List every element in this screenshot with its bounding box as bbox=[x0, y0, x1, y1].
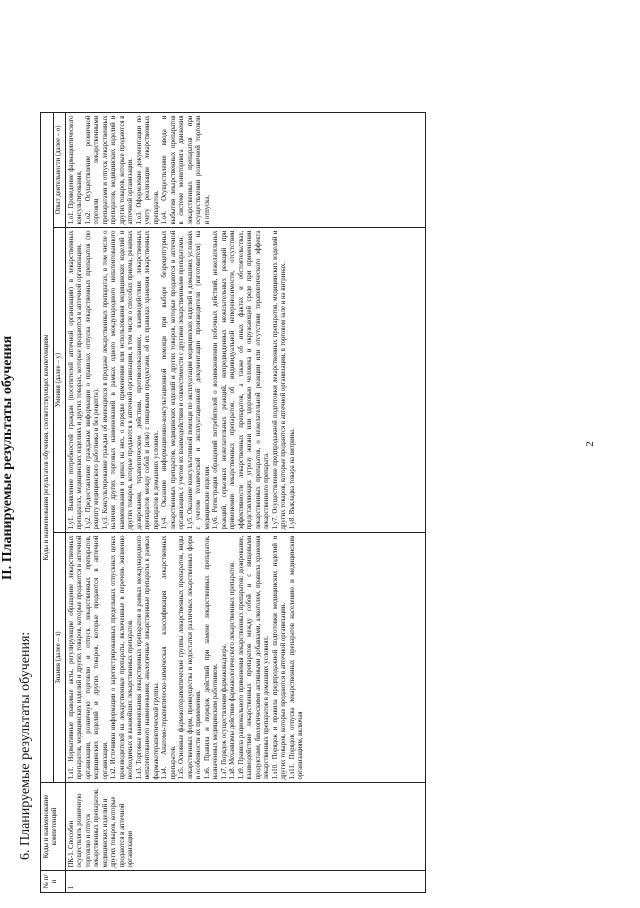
section-title: II. Планируемые результаты обучения bbox=[0, 335, 15, 581]
subsection-title: 6. Планируемые результаты обучения: bbox=[18, 631, 33, 860]
outcome-item: 1.у4. Оказание информационно-консультационной помощи при выборе безрецептурных лекарственных препаратов, медицинских изделий и других товаров, которые продаются в аптечной организации, с учетом их взаимодействия и совместимости с другими лекарственными препаратами. bbox=[161, 230, 185, 530]
page-number: 2 bbox=[583, 441, 596, 447]
header-skills: Умения (далее – у) bbox=[53, 228, 66, 533]
skills-cell bbox=[66, 228, 426, 533]
table-subheader-row bbox=[53, 113, 66, 893]
outcome-item: 1.о3. Оформление документации по учету реализации лекарственных препаратов. bbox=[135, 115, 160, 225]
header-knowledge: Знания (далее – з) bbox=[53, 533, 66, 783]
outcome-item: 1.у3. Консультирование граждан об имеющихся в продаже лекарственных препаратах, в том числе о наличии других торговых наименований в рамках одного международного непатентованного наименования и ценах на них, о порядке применения или использования медицинских изделий и других товаров, которые продаются в аптечной организации, в том числе о способах приема, режимах дозирования, терапевтическом действии, противопоказаниях, взаимодействии лекарственных препаратов между собой и (или) с пищевыми продуктами, об их правилах хранения лекарственных препаратов в домашних условиях. bbox=[101, 230, 160, 530]
outcome-item: 1.з1. Нормативные правовые акты, регулирующие обращение лекарственных препаратов, медицинских изделий и других товаров, которые продаются в аптечной организации, розничную торговлю и отпуск лекарственных препаратов, медицинских изделий и других товаров, которые продаются в аптечной организации. bbox=[67, 535, 109, 780]
outcome-item: 1.з10. Порядок и правила предпродажной подготовки медицинских изделий и других товаров, которые продаются в аптечной организации. bbox=[271, 535, 287, 780]
outcome-item: 1.о2. Осуществление розничной торговли лекарственными препаратами и отпуск лекарственных препаратов, медицинских изделий и других товаров, которые продаются в аптечной организации. bbox=[84, 115, 134, 225]
outcome-item: 1.у1. Выявление потребностей граждан (посетителей аптечной организации) в лекарственных препаратах, медицинских изделиях и других товарах, которые продаются в аптечной организации. bbox=[67, 230, 83, 530]
header-experience: Опыт деятельности (далее – о) bbox=[53, 113, 66, 228]
table-header-row bbox=[41, 113, 54, 893]
header-outcomes-group: Коды и наименования результатов обучения, соответствующих компетенциям bbox=[41, 113, 54, 783]
outcome-item: 1.з3. Торговые наименования лекарственных препаратов в рамках международного непатентованного наименования; аналогичные лекарственные препараты в рамках фармакотерапевтической группы. bbox=[135, 535, 160, 780]
table-row bbox=[66, 113, 426, 893]
rotated-content bbox=[0, 8, 440, 908]
experience-cell bbox=[66, 113, 426, 228]
outcome-item: 1.з8. Механизмы действия фармакологического лекарственных препаратов. bbox=[229, 561, 236, 780]
outcome-item: 1.з6. Правила и порядок действий при замене лекарственных препаратов, назначенных медицинским работником. bbox=[203, 535, 219, 780]
outcome-item: 1.у5. Оказание консультативной помощи по эксплуатации медицинских изделий в домашних условиях с учетом технической и эксплуатационной документации производителя (изготовителя) на медицинские изделия. bbox=[186, 230, 211, 530]
outcome-item: 1.з4. Анатомо-терапевтическо-химическая классификация лекарственных препаратов. bbox=[161, 535, 177, 780]
outcome-item: 1.у8. Выкладка товара на витрины. bbox=[288, 428, 296, 530]
outcome-item: 1.о1. Проведение фармацевтического консультирования. bbox=[67, 115, 83, 225]
outcome-item: 1.з7. Порядок осуществления фармаконадзора. bbox=[220, 643, 228, 780]
outcome-item: 1.з9. Правила рационального применения лекарственных препаратов: дозирование, взаимодействие лекарственных препаратов между собой и с пищевыми продуктами, биологическими активными добавками, алкоголем, правила хранения лекарственных препаратов в домашних условиях. bbox=[237, 535, 270, 780]
outcome-item: 1.у7. Осуществление предпродажной подготовки лекарственных препаратов, медицинских изделий и других товаров, которые продаются в аптечной организации, в торговом зале и на витринах. bbox=[271, 230, 287, 530]
outcome-item: 1.у6. Регистрация обращений потребителей о возникновении побочных действий, нежелательных реакций, серьезных нежелательных реакций, непредвиденных нежелательных реакций при применении лекарственных препаратов, об индивидуальной непереносимости, отсутствии эффективности лекарственных препаратов, а также об иных фактах и обстоятельствах, представляющих угрозу жизни или здоровью человека и окружающей среде при применении лекарственных препаратов, о нежелательной реакции или отсутствии терапевтического эффекта лекарственного препарата. bbox=[212, 230, 270, 530]
header-number: № п/п bbox=[41, 871, 66, 893]
outcome-item: 1.з5. Основные фармакотерапевтические группы лекарственных препаратов, виды лекарственных форм, преимущества и недостатки различных лекарственных форм и особенности их применения. bbox=[178, 535, 202, 780]
outcome-item: 1.з11. Порядок отпуска лекарственных препаратов населению и медицинским организациям, включая bbox=[288, 535, 304, 780]
learning-outcomes-table bbox=[40, 112, 426, 893]
outcome-item: 1.у2. Предоставление гражданам информации о правилах отпуска лекарственных препаратов (по рецепту медицинского работника и без рецепта). bbox=[84, 230, 100, 530]
knowledge-cell bbox=[66, 533, 426, 783]
outcome-item: 1.з2. Источники информации о зарегистрированных предельных отпускных ценах производителей на лекарственные препараты, включенные в перечень жизненно необходимых и важнейших лекарственных препаратов. bbox=[110, 535, 134, 780]
header-competency: Коды и наименование компетенций bbox=[41, 783, 66, 871]
competency-cell: ПК-1. Способен осуществлять розничную торговлю и отпуск лекарственных препаратов, медицинских изделий и других товаров, которые продаются в аптечной организации bbox=[66, 783, 426, 871]
outcome-item: 1.о4. Осуществление ввода и выбытия лекарственных препаратов в системе мониторинга движения лекарственных препаратов при осуществлении розничной торговли и отпуска. bbox=[161, 115, 211, 225]
row-number: 1 bbox=[66, 871, 426, 893]
